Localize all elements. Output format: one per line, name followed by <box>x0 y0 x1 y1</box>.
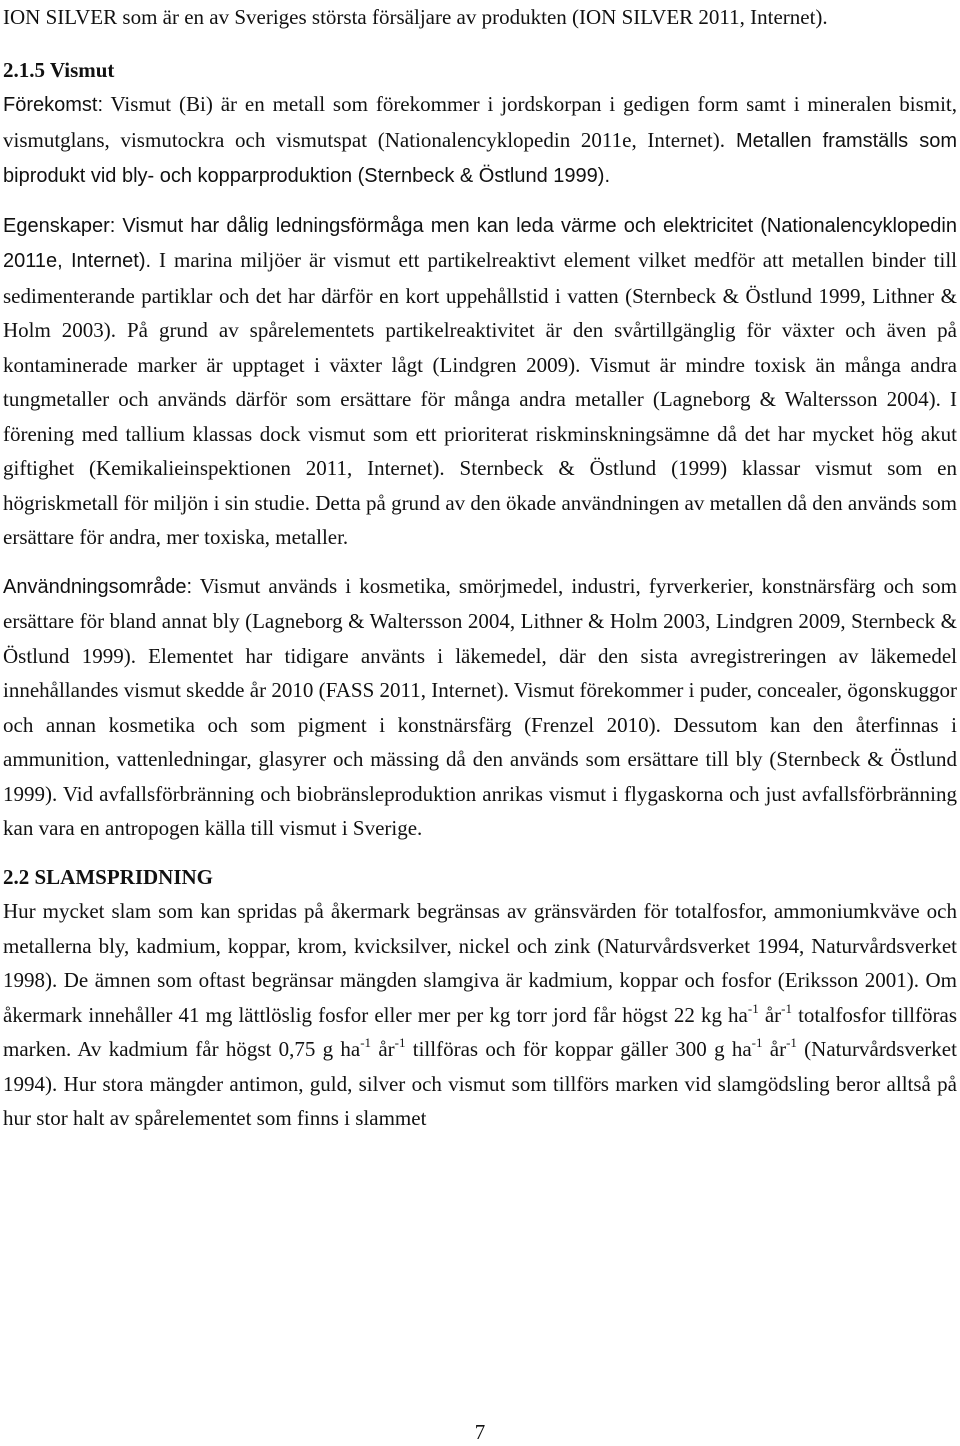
superscript: -1 <box>786 1035 797 1050</box>
spacer <box>3 555 957 569</box>
egenskaper-text-sans: Vismut har dålig ledningsförmåga men kan leda värme och elektricitet (Nationalencyklopedin 2011e, Internet). <box>3 214 957 272</box>
intro-text: ION SILVER som är en av Sveriges största försäljare av produkten (ION SILVER 2011, Internet). <box>3 5 828 29</box>
anvandning-paragraph <box>3 569 957 846</box>
slam-text-7: (Naturvårdsverket 1994). Hur stora mängder antimon, guld, silver och vismut som tillförs marken vid slamgödsling beror alltså på hur stor halt av spårelementet som finns i slammet <box>3 1037 957 1130</box>
superscript: -1 <box>394 1035 406 1050</box>
slam-text-3: totalfosfor tillföras marken. Av kadmium får högst 0,75 g ha <box>3 1002 957 1061</box>
egenskaper-paragraph <box>3 208 957 555</box>
spacer <box>3 846 957 860</box>
intro-paragraph <box>3 0 957 35</box>
superscript: -1 <box>781 1000 792 1016</box>
spacer <box>3 35 957 53</box>
forekomst-label: Förekomst: <box>3 94 104 116</box>
slamspridning-paragraph <box>3 894 957 1136</box>
egenskaper-text: I marina miljöer är vismut ett partikelreaktivt element vilket medför att metallen binder till sedimenterande partiklar och det har därför en kort uppehållstid i vatten (Sternbeck & Östlund 1999, Lithner & Holm 2003). På grund av spårelementets partikelreaktivitet är den svårtillgänglig för växter och även på kontaminerade marker är upptaget i växter lågt (Lindgren 2009). Vismut är mindre toxisk än många andra tungmetaller och används därför som ersättare för många andra metaller (Lagneborg & Waltersson 2004). I förening med tallium klassas dock vismut som ett prioriterat riskminskningsämne då det har mycket hög akut giftighet (Kemikalieinspektionen 2011, Internet). Sternbeck & Östlund (1999) klassar vismut som en högriskmetall för miljön i sin studie. Detta på grund av den ökade användningen av metallen då den används som ersättare för andra, mer toxiska, metaller. <box>3 248 957 549</box>
spacer <box>3 194 957 208</box>
slam-text-4: år <box>371 1037 395 1061</box>
slam-text-1: Hur mycket slam som kan spridas på åkermark begränsas av gränsvärden för totalfosfor, ammoniumkväve och metallerna bly, kadmium, koppar, krom, kvicksilver, nickel och zink (Naturvårdsverket 1994, Naturvårdsverket 1998). De ämnen som oftast begränsar mängden slamgiva är kadmium, koppar och fosfor (Eriksson 2001). Om åkermark innehåller 41 mg lättlöslig fosfor eller mer per kg torr jord får högst 22 kg ha <box>3 899 957 1027</box>
anvandning-text: Vismut används i kosmetika, smörjmedel, industri, fyrverkerier, konstnärsfärg och som ersättare för bland annat bly (Lagneborg & Waltersson 2004, Lithner & Holm 2003, Lindgren 2009, Sternbeck & Östlund 1999). Elementet har tidigare använts i läkemedel, där den sista avregistreringen av läkemedel innehållandes vismut skedde år 2010 (FASS 2011, Internet). Vismut förekommer i puder, concealer, ögonskuggor och annan kosmetika och som pigment i konstnärsfärg (Frenzel 2010). Dessutom kan den återfinnas i ammunition, vattenledningar, glasyrer och mässing då den används som ersättare till bly (Sternbeck & Östlund 1999). Vid avfallsförbränning och biobränsleproduktion anrikas vismut i flygaskorna och just avfallsförbränning kan vara en antropogen källa till vismut i Sverige. <box>3 573 957 840</box>
forekomst-paragraph <box>3 87 957 194</box>
slam-text-5: tillföras och för koppar gäller 300 g ha <box>405 1037 752 1061</box>
page-number: 7 <box>474 1420 486 1444</box>
section-heading-slamspridning: 2.2 SLAMSPRIDNING <box>3 864 214 889</box>
forekomst-text: Vismut (Bi) är en metall som förekommer i jordskorpan i gedigen form samt i mineralen bismit, vismutglans, vismutockra och vismutspat (Nationalencyklopedin 2011e, Internet). <box>3 92 957 152</box>
slam-text-2: år <box>758 1002 782 1027</box>
egenskaper-label: Egenskaper: <box>3 214 116 237</box>
section-heading-vismut: 2.1.5 Vismut <box>3 57 115 82</box>
slam-text-6: år <box>762 1037 787 1061</box>
forekomst-text-sans: Metallen framställs som biprodukt vid bly- och kopparproduktion (Sternbeck & Östlund 1999). <box>3 129 957 187</box>
document-page <box>3 0 957 1136</box>
superscript: -1 <box>360 1035 372 1050</box>
superscript: -1 <box>751 1035 763 1050</box>
superscript: -1 <box>747 1000 759 1016</box>
anvandning-label: Användningsområde: <box>3 575 193 598</box>
